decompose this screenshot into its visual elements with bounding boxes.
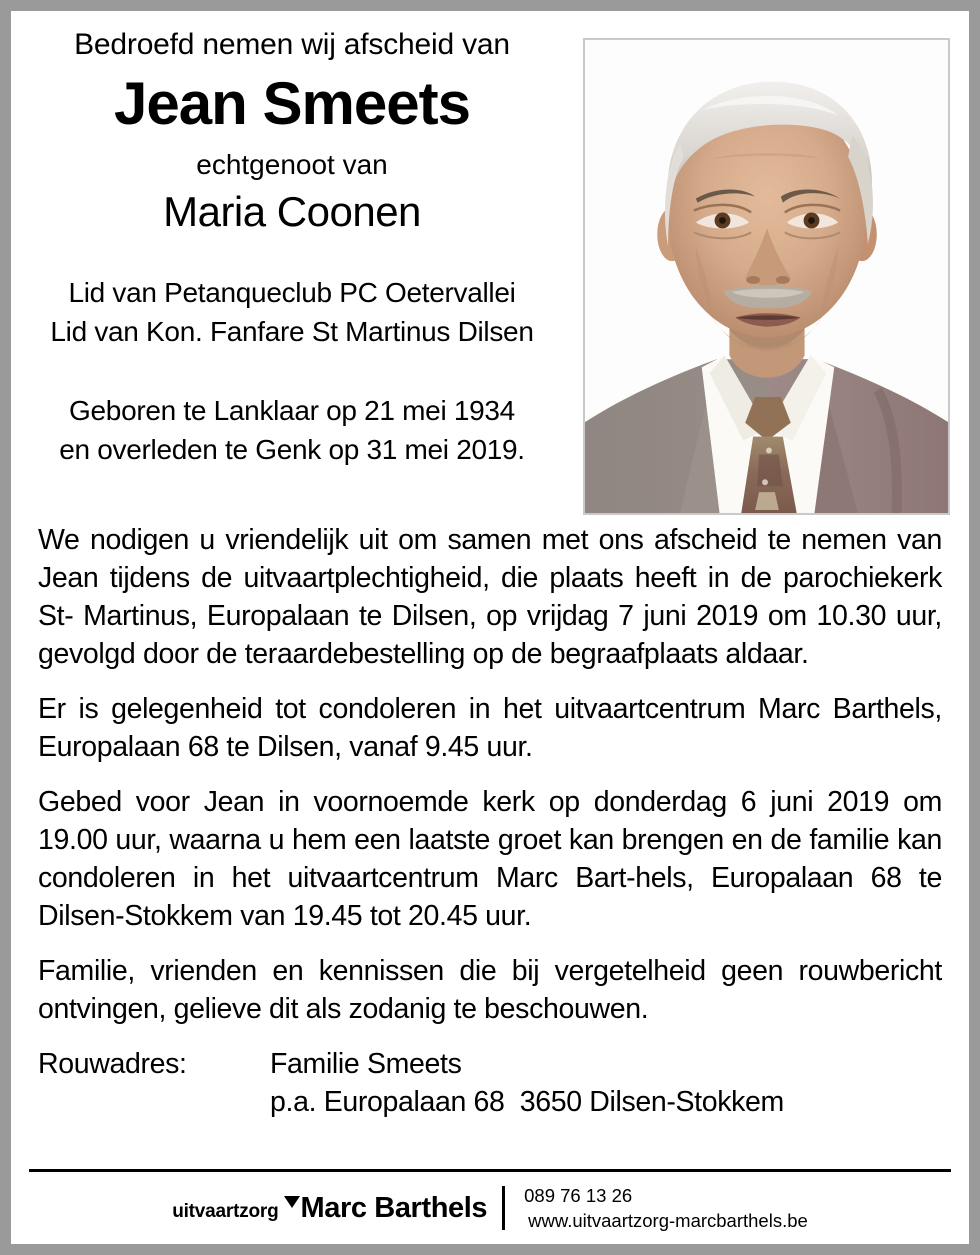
paragraph-condolences: Er is gelegenheid tot condoleren in het uitvaartcentrum Marc Barthels, Europalaan 68 te Dilsen, vanaf 9.45 uur. (38, 693, 942, 763)
announcement-sheet (11, 11, 969, 1244)
life-dates-block (11, 391, 573, 469)
mourning-address-line-2: p.a. Europalaan 68 3650 Dilsen-Stokkem (270, 1086, 784, 1118)
mourning-address-lines (270, 1045, 784, 1121)
footer-content (11, 1172, 969, 1244)
relation-line: echtgenoot van (196, 149, 388, 180)
membership-line: Lid van Petanqueclub PC Oetervallei (68, 277, 516, 308)
header-text-block (11, 25, 573, 469)
membership-line: Lid van Kon. Fanfare St Martinus Dilsen (50, 316, 534, 347)
header-section (11, 11, 969, 521)
memberships-block (11, 273, 573, 351)
portrait-photo (583, 38, 950, 515)
paragraph-service: We nodigen u vriendelijk uit om samen met ons afscheid te nemen van Jean tijdens de uitvaartplechtigheid, die plaats heeft in de parochiekerk St- Martinus, Europalaan te Dilsen, op vrijdag 7 juni 2019 om 10.30 uur, gevolgd door de teraardebestelling op de begraafplaats aldaar. (38, 524, 942, 670)
portrait-photo-graphic (585, 40, 948, 513)
funeral-home-logo (172, 1192, 487, 1225)
contact-info (522, 1183, 808, 1233)
spouse-name: Maria Coonen (163, 188, 421, 235)
triangle-down-icon (284, 1196, 300, 1208)
website-url[interactable]: www.uitvaartzorg-marcbarthels.be (528, 1210, 808, 1231)
brand-small-text: uitvaartzorg (172, 1200, 279, 1222)
footer-separator (502, 1186, 505, 1230)
mourning-address-block (38, 1045, 942, 1121)
footer-section (11, 1169, 969, 1244)
phone-number: 089 76 13 26 (524, 1185, 633, 1206)
mourning-address-label: Rouwadres: (38, 1048, 187, 1080)
intro-line: Bedroefd nemen wij afscheid van (74, 28, 510, 61)
brand-name-text: Marc Barthels (300, 1191, 488, 1224)
paragraph-prayer: Gebed voor Jean in voornoemde kerk op donderdag 6 juni 2019 om 19.00 uur, waarna u hem een laatste groet kan brengen en de familie kan condoleren in het uitvaartcentrum Marc Bart-hels, Europalaan 68 te Dilsen-Stokkem van 19.45 tot 20.45 uur. (38, 786, 942, 932)
mourning-address-line-1: Familie Smeets (270, 1048, 462, 1080)
death-line: en overleden te Genk op 31 mei 2019. (59, 434, 525, 465)
birth-line: Geboren te Lanklaar op 21 mei 1934 (69, 395, 515, 426)
paragraph-notice: Familie, vrienden en kennissen die bij vergetelheid geen rouwbericht ontvingen, gelieve dit als zodanig te beschouwen. (38, 955, 942, 1025)
body-section (38, 521, 942, 1121)
deceased-name: Jean Smeets (114, 70, 470, 137)
